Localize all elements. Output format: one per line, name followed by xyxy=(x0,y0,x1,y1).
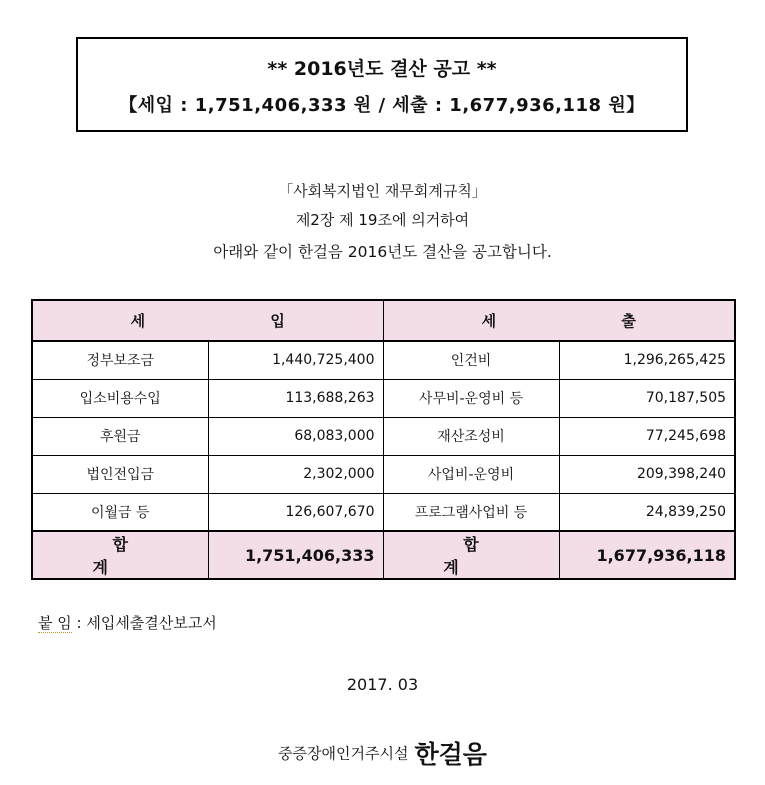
income-value: 68,083,000 xyxy=(208,417,383,455)
announcement-title-box xyxy=(76,37,688,132)
organization-signature xyxy=(0,735,765,771)
income-value: 1,440,725,400 xyxy=(208,341,383,379)
expense-value: 77,245,698 xyxy=(559,417,735,455)
announcement-title: ** 2016년도 결산 공고 ** xyxy=(267,58,497,80)
attachment-note xyxy=(38,612,217,633)
income-total-label: 합 계 xyxy=(32,531,208,579)
table-row xyxy=(32,341,735,379)
table-row xyxy=(32,455,735,493)
organization-type: 중증장애인거주시설 xyxy=(278,744,409,763)
table-row xyxy=(32,493,735,531)
attachment-text: : 세입세출결산보고서 xyxy=(71,614,217,632)
table-row xyxy=(32,417,735,455)
income-label: 정부보조금 xyxy=(32,341,208,379)
expense-value: 24,839,250 xyxy=(559,493,735,531)
expense-label: 재산조성비 xyxy=(383,417,559,455)
table-row xyxy=(32,379,735,417)
income-label: 후원금 xyxy=(32,417,208,455)
announcement-date: 2017. 03 xyxy=(346,675,419,694)
budget-summary: 【세입 : 1,751,406,333 원 / 세출 : 1,677,936,118 원】 xyxy=(119,95,645,116)
income-value: 113,688,263 xyxy=(208,379,383,417)
organization-name: 한걸음 xyxy=(414,740,487,769)
expense-total-label: 합 계 xyxy=(383,531,559,579)
expense-label: 사무비-운영비 등 xyxy=(383,379,559,417)
expense-value: 209,398,240 xyxy=(559,455,735,493)
total-row xyxy=(32,531,735,579)
article-reference: 제2장 제 19조에 의거하여 xyxy=(295,211,470,229)
expense-label: 사업비-운영비 xyxy=(383,455,559,493)
income-label: 이월금 등 xyxy=(32,493,208,531)
attachment-label: 붙 임 xyxy=(38,614,72,632)
income-label: 입소비용수입 xyxy=(32,379,208,417)
expense-label: 인건비 xyxy=(383,341,559,379)
table-header-row xyxy=(32,300,735,341)
expense-label: 프로그램사업비 등 xyxy=(383,493,559,531)
expense-value: 1,296,265,425 xyxy=(559,341,735,379)
income-value: 126,607,670 xyxy=(208,493,383,531)
income-total-value: 1,751,406,333 xyxy=(208,531,383,579)
budget-table xyxy=(31,299,736,580)
announcement-statement: 아래와 같이 한걸음 2016년도 결산을 공고합니다. xyxy=(213,243,552,261)
expense-header: 세 출 xyxy=(383,300,735,341)
income-value: 2,302,000 xyxy=(208,455,383,493)
expense-value: 70,187,505 xyxy=(559,379,735,417)
income-label: 법인전입금 xyxy=(32,455,208,493)
regulation-reference: 「사회복지법인 재무회계규칙」 xyxy=(278,182,487,200)
income-header: 세 입 xyxy=(32,300,383,341)
expense-total-value: 1,677,936,118 xyxy=(559,531,735,579)
